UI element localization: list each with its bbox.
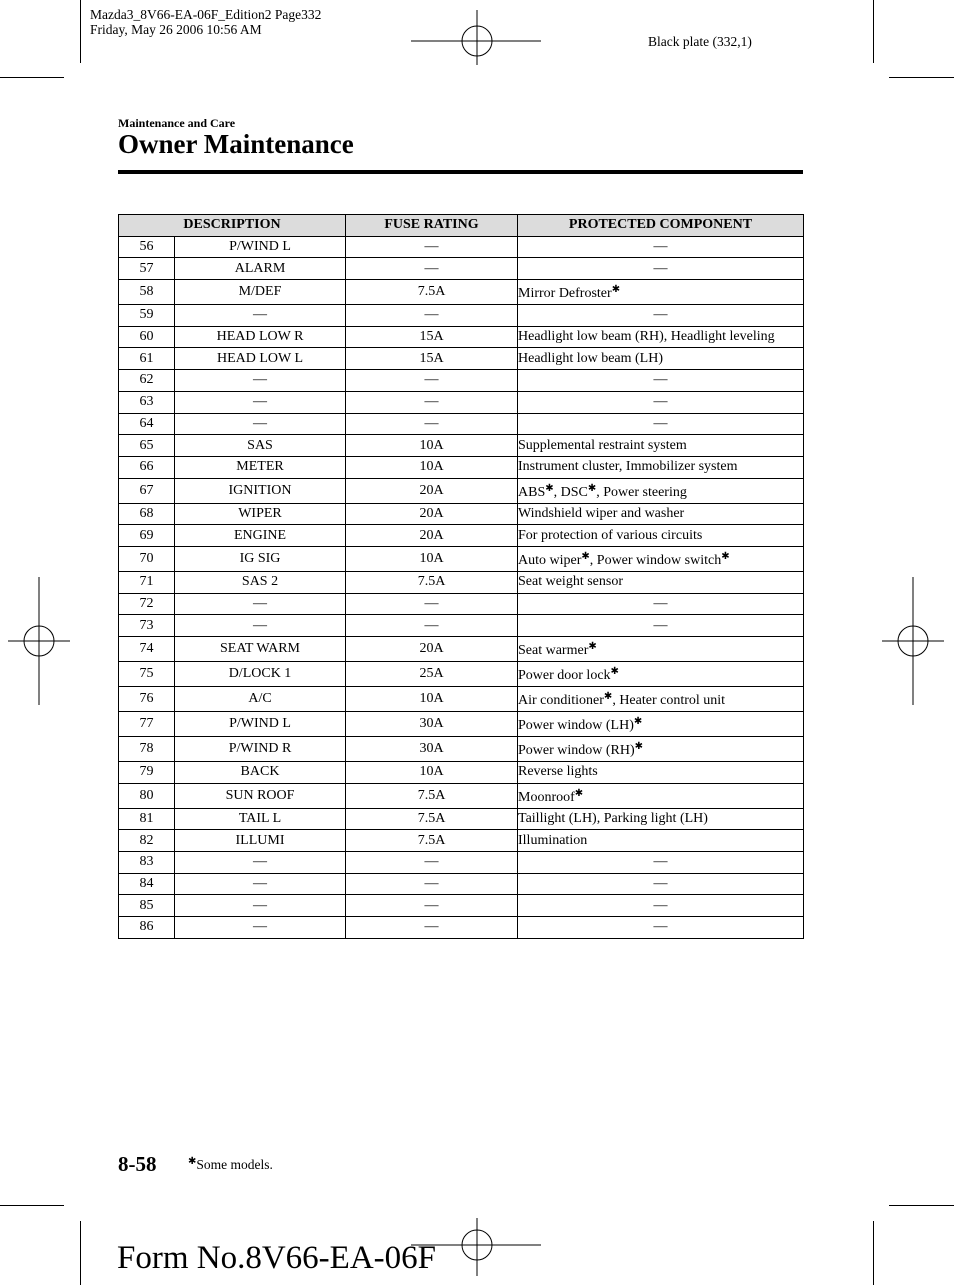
component-text: Mirror Defroster <box>518 286 612 302</box>
component-text: Headlight low beam (LH) <box>518 350 664 366</box>
table-row <box>119 525 804 547</box>
table-row <box>119 305 804 327</box>
fuse-rating: — <box>346 917 518 939</box>
fuse-number: 69 <box>119 525 175 547</box>
fuse-number: 57 <box>119 258 175 280</box>
component-text: — <box>653 372 668 388</box>
page-number: 8-58 <box>118 1152 157 1176</box>
fuse-number: 64 <box>119 413 175 435</box>
fuse-number: 68 <box>119 503 175 525</box>
fuse-rating: — <box>346 413 518 435</box>
component-text: , DSC <box>553 484 588 500</box>
table-header-row <box>119 215 804 237</box>
crop-mark <box>80 1221 81 1285</box>
fuse-rating: — <box>346 370 518 392</box>
fuse-rating: — <box>346 852 518 874</box>
fuse-description: HEAD LOW L <box>175 348 346 370</box>
protected-component <box>518 662 804 687</box>
fuse-description: P/WIND L <box>175 236 346 258</box>
crop-mark <box>0 77 64 78</box>
table-row <box>119 637 804 662</box>
fuse-number: 56 <box>119 236 175 258</box>
fuse-number: 65 <box>119 435 175 457</box>
fuse-number: 76 <box>119 687 175 712</box>
component-text: — <box>653 595 668 611</box>
fuse-description: IG SIG <box>175 546 346 571</box>
table-row <box>119 478 804 503</box>
protected-component <box>518 348 804 370</box>
fuse-rating: 30A <box>346 712 518 737</box>
fuse-rating: 10A <box>346 546 518 571</box>
component-text: Instrument cluster, Immobilizer system <box>518 459 738 475</box>
table-row <box>119 852 804 874</box>
fuse-rating: 7.5A <box>346 808 518 830</box>
fuse-number: 83 <box>119 852 175 874</box>
protected-component <box>518 712 804 737</box>
fuse-description: — <box>175 873 346 895</box>
fuse-table <box>118 214 804 939</box>
print-header <box>90 7 321 37</box>
fuse-description: — <box>175 895 346 917</box>
fuse-description: D/LOCK 1 <box>175 662 346 687</box>
fuse-rating: 25A <box>346 662 518 687</box>
fuse-number: 67 <box>119 478 175 503</box>
registration-mark-icon <box>411 10 543 66</box>
fuse-description: — <box>175 391 346 413</box>
fuse-rating: — <box>346 258 518 280</box>
fuse-number: 74 <box>119 637 175 662</box>
star-icon: ✱ <box>611 284 621 296</box>
table-row <box>119 546 804 571</box>
protected-component <box>518 236 804 258</box>
table-row <box>119 571 804 593</box>
table-row <box>119 662 804 687</box>
fuse-description: ENGINE <box>175 525 346 547</box>
fuse-description: WIPER <box>175 503 346 525</box>
fuse-rating: — <box>346 391 518 413</box>
fuse-rating: 10A <box>346 435 518 457</box>
fuse-description: — <box>175 413 346 435</box>
star-icon: ✱ <box>545 482 554 494</box>
fuse-number: 79 <box>119 762 175 784</box>
fuse-rating: 7.5A <box>346 571 518 593</box>
table-row <box>119 615 804 637</box>
header-description: DESCRIPTION <box>119 215 346 237</box>
crop-mark <box>80 0 81 63</box>
protected-component <box>518 852 804 874</box>
table-row <box>119 326 804 348</box>
protected-component <box>518 525 804 547</box>
table-row <box>119 783 804 808</box>
fuse-description: TAIL L <box>175 808 346 830</box>
protected-component <box>518 687 804 712</box>
protected-component <box>518 783 804 808</box>
title-rule <box>118 170 803 174</box>
fuse-description: — <box>175 917 346 939</box>
fuse-number: 66 <box>119 456 175 478</box>
fuse-number: 60 <box>119 326 175 348</box>
star-icon: ✱ <box>633 716 643 727</box>
fuse-description: BACK <box>175 762 346 784</box>
registration-mark-icon <box>882 577 946 707</box>
star-icon: ✱ <box>634 741 644 752</box>
fuse-number: 61 <box>119 348 175 370</box>
component-text: Moonroof <box>518 789 575 805</box>
fuse-rating: 20A <box>346 525 518 547</box>
crop-mark <box>873 1221 874 1285</box>
component-text: — <box>653 919 668 935</box>
table-row <box>119 258 804 280</box>
table-row <box>119 370 804 392</box>
protected-component <box>518 830 804 852</box>
fuse-rating: 7.5A <box>346 783 518 808</box>
component-text: Reverse lights <box>518 764 598 780</box>
crop-mark <box>0 1205 64 1206</box>
fuse-number: 62 <box>119 370 175 392</box>
fuse-rating: — <box>346 615 518 637</box>
star-icon: ✱ <box>603 691 613 702</box>
fuse-description: — <box>175 305 346 327</box>
footnote <box>188 1156 273 1173</box>
fuse-number: 71 <box>119 571 175 593</box>
fuse-description: — <box>175 615 346 637</box>
fuse-rating: 30A <box>346 737 518 762</box>
fuse-number: 82 <box>119 830 175 852</box>
star-icon: ✱ <box>574 787 584 799</box>
fuse-description: ALARM <box>175 258 346 280</box>
component-text: — <box>653 394 668 410</box>
star-icon: ✱ <box>721 550 730 562</box>
date-line: Friday, May 26 2006 10:56 AM <box>90 22 262 37</box>
fuse-rating: — <box>346 305 518 327</box>
fuse-rating: 10A <box>346 456 518 478</box>
fuse-number: 81 <box>119 808 175 830</box>
table-row <box>119 593 804 615</box>
header-fuse-rating: FUSE RATING <box>346 215 518 237</box>
component-text: Power window (RH) <box>518 743 635 758</box>
table-row <box>119 280 804 305</box>
fuse-rating: 20A <box>346 478 518 503</box>
component-text: Power window (LH) <box>518 718 634 733</box>
table-row <box>119 348 804 370</box>
fuse-rating: — <box>346 873 518 895</box>
fuse-rating: 10A <box>346 687 518 712</box>
component-text: — <box>653 876 668 892</box>
fuse-number: 86 <box>119 917 175 939</box>
protected-component <box>518 391 804 413</box>
fuse-number: 73 <box>119 615 175 637</box>
protected-component <box>518 503 804 525</box>
table-row <box>119 737 804 762</box>
component-text: Power door lock <box>518 668 611 683</box>
component-text: — <box>653 260 668 276</box>
section-label: Maintenance and Care <box>118 116 236 130</box>
table-body <box>119 236 804 938</box>
fuse-description: IGNITION <box>175 478 346 503</box>
protected-component <box>518 895 804 917</box>
fuse-number: 70 <box>119 546 175 571</box>
fuse-description: A/C <box>175 687 346 712</box>
fuse-description: M/DEF <box>175 280 346 305</box>
plate-label: Black plate (332,1) <box>648 34 752 49</box>
fuse-rating: — <box>346 236 518 258</box>
fuse-description: P/WIND L <box>175 712 346 737</box>
fuse-rating: 20A <box>346 503 518 525</box>
table-row <box>119 808 804 830</box>
fuse-rating: 7.5A <box>346 280 518 305</box>
protected-component <box>518 615 804 637</box>
fuse-number: 59 <box>119 305 175 327</box>
fuse-description: SEAT WARM <box>175 637 346 662</box>
component-text: Taillight (LH), Parking light (LH) <box>518 811 708 827</box>
component-text: — <box>653 617 668 633</box>
fuse-rating: 15A <box>346 326 518 348</box>
protected-component <box>518 571 804 593</box>
fuse-rating: — <box>346 895 518 917</box>
component-text: — <box>653 307 668 323</box>
fuse-description: METER <box>175 456 346 478</box>
component-text: Illumination <box>518 832 588 848</box>
fuse-description: — <box>175 370 346 392</box>
table-row <box>119 830 804 852</box>
fuse-description: SUN ROOF <box>175 783 346 808</box>
fuse-rating: — <box>346 593 518 615</box>
component-text: — <box>653 854 668 870</box>
fuse-number: 58 <box>119 280 175 305</box>
component-text: Headlight low beam (RH), Headlight leveling <box>518 329 775 345</box>
page-title: Owner Maintenance <box>118 129 354 159</box>
table-row <box>119 391 804 413</box>
star-icon: ✱ <box>587 482 597 494</box>
protected-component <box>518 478 804 503</box>
fuse-number: 80 <box>119 783 175 808</box>
protected-component <box>518 258 804 280</box>
fuse-description: SAS 2 <box>175 571 346 593</box>
component-text: , Power steering <box>596 484 687 500</box>
protected-component <box>518 593 804 615</box>
table-row <box>119 712 804 737</box>
protected-component <box>518 326 804 348</box>
protected-component <box>518 456 804 478</box>
component-text: , Heater control unit <box>612 693 726 708</box>
component-text: Auto wiper <box>518 552 582 568</box>
fuse-rating: 10A <box>346 762 518 784</box>
star-icon: ✱ <box>588 641 597 652</box>
crop-mark <box>873 0 874 63</box>
protected-component <box>518 413 804 435</box>
fuse-description: ILLUMI <box>175 830 346 852</box>
star-icon: ✱ <box>610 666 619 677</box>
component-text: Seat warmer <box>518 643 589 658</box>
star-icon: ✱ <box>581 550 590 562</box>
fuse-description: — <box>175 852 346 874</box>
component-text: Air conditioner <box>518 693 604 708</box>
component-text: For protection of various circuits <box>518 527 703 543</box>
fuse-number: 63 <box>119 391 175 413</box>
table-row <box>119 917 804 939</box>
file-line: Mazda3_8V66-EA-06F_Edition2 Page332 <box>90 7 322 22</box>
protected-component <box>518 873 804 895</box>
table-row <box>119 873 804 895</box>
fuse-number: 84 <box>119 873 175 895</box>
registration-mark-icon <box>8 577 72 707</box>
component-text: Seat weight sensor <box>518 574 623 590</box>
protected-component <box>518 917 804 939</box>
fuse-number: 75 <box>119 662 175 687</box>
table-row <box>119 456 804 478</box>
fuse-number: 78 <box>119 737 175 762</box>
component-text: ABS <box>518 484 546 500</box>
fuse-rating: 15A <box>346 348 518 370</box>
fuse-rating: 7.5A <box>346 830 518 852</box>
table-row <box>119 503 804 525</box>
table-row <box>119 687 804 712</box>
fuse-number: 85 <box>119 895 175 917</box>
protected-component <box>518 546 804 571</box>
table-row <box>119 762 804 784</box>
form-number: Form No.8V66-EA-06F <box>117 1240 436 1276</box>
protected-component <box>518 637 804 662</box>
protected-component <box>518 737 804 762</box>
component-text: , Power window switch <box>589 552 722 568</box>
protected-component <box>518 762 804 784</box>
fuse-description: HEAD LOW R <box>175 326 346 348</box>
crop-mark <box>889 1205 954 1206</box>
protected-component <box>518 305 804 327</box>
table-row <box>119 895 804 917</box>
component-text: — <box>653 239 668 255</box>
protected-component <box>518 370 804 392</box>
component-text: — <box>653 415 668 431</box>
fuse-number: 77 <box>119 712 175 737</box>
table-row <box>119 236 804 258</box>
protected-component <box>518 280 804 305</box>
crop-mark <box>889 77 954 78</box>
fuse-rating: 20A <box>346 637 518 662</box>
fuse-description: P/WIND R <box>175 737 346 762</box>
component-text: Windshield wiper and washer <box>518 505 685 521</box>
component-text: Supplemental restraint system <box>518 437 687 453</box>
star-icon: ✱ <box>188 1156 197 1167</box>
table-row <box>119 435 804 457</box>
protected-component <box>518 435 804 457</box>
table-row <box>119 413 804 435</box>
protected-component <box>518 808 804 830</box>
fuse-description: — <box>175 593 346 615</box>
fuse-number: 72 <box>119 593 175 615</box>
fuse-description: SAS <box>175 435 346 457</box>
footnote-text: Some models. <box>196 1157 273 1172</box>
header-protected-component: PROTECTED COMPONENT <box>518 215 804 237</box>
component-text: — <box>653 897 668 913</box>
